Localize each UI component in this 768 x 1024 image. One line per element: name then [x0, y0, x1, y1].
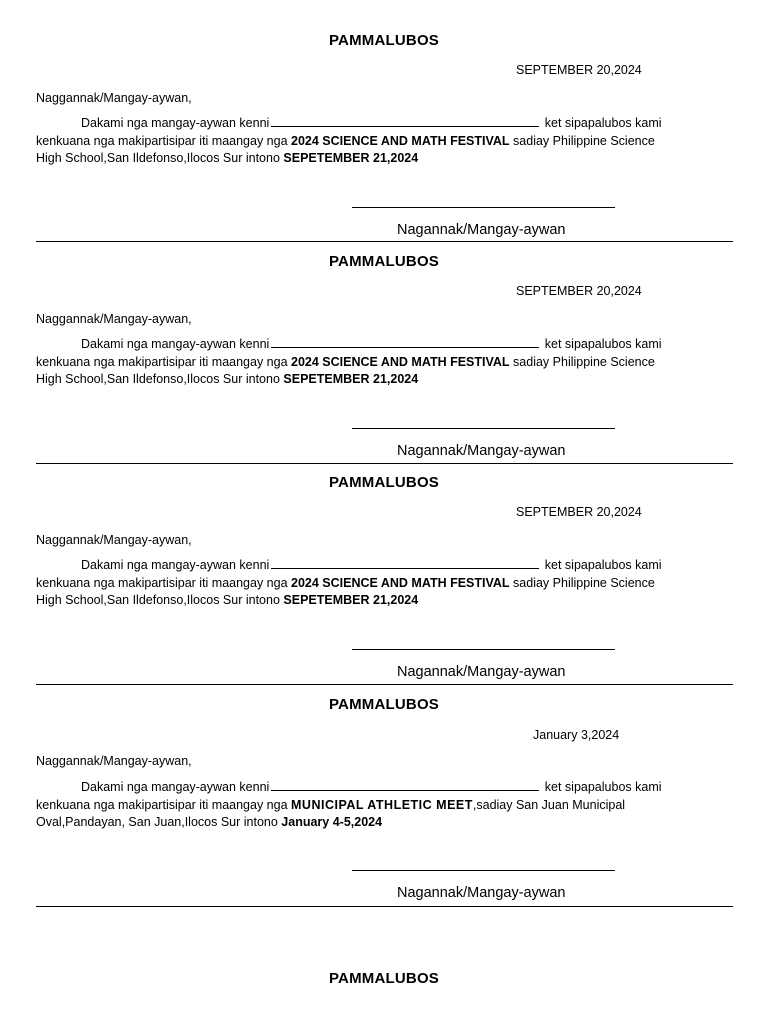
body-line-1: Dakami nga mangay-aywan kenni — [81, 337, 270, 351]
separator-line — [36, 906, 733, 907]
child-name-blank — [271, 116, 539, 127]
slip-title: PAMMALUBOS — [328, 32, 440, 49]
body-line-2b: sadiay Philippine Science — [509, 575, 655, 590]
event-date: January 4-5,2024 — [281, 815, 383, 829]
slip-date: January 3,2024 — [533, 728, 620, 742]
body-line-2: kenkuana nga makipartisipar iti maangay nga — [36, 797, 292, 812]
body-line-2b: sadiay Philippine Science — [509, 354, 655, 369]
child-name-blank — [271, 558, 539, 569]
body-line-3: Oval,Pandayan, San Juan,Ilocos Sur intono — [36, 815, 282, 829]
body-line-2: kenkuana nga makipartisipar iti maangay nga — [36, 133, 292, 148]
signature-label: Nagannak/Mangay-aywan — [397, 443, 566, 459]
signature-line — [352, 207, 615, 208]
signature-line — [352, 870, 615, 871]
body-line-1: Dakami nga mangay-aywan kenni — [81, 116, 270, 130]
signature-line — [352, 649, 615, 650]
signature-label: Nagannak/Mangay-aywan — [397, 664, 566, 680]
signature-label: Nagannak/Mangay-aywan — [397, 885, 566, 901]
event-date: SEPETEMBER 21,2024 — [283, 151, 419, 165]
event-name: MUNICIPAL ATHLETIC MEET — [291, 797, 473, 812]
permission-slip-4 — [0, 663, 768, 901]
event-date: SEPETEMBER 21,2024 — [283, 372, 419, 386]
body-line-2: kenkuana nga makipartisipar iti maangay nga — [36, 575, 292, 590]
body-line-1b: ket sipapalubos kami — [544, 558, 662, 572]
slip-date: SEPTEMBER 20,2024 — [516, 505, 642, 519]
body-line-3: High School,San Ildefonso,Ilocos Sur intono — [36, 372, 284, 386]
body-line-3: High School,San Ildefonso,Ilocos Sur intono — [36, 593, 284, 607]
signature-label: Nagannak/Mangay-aywan — [397, 222, 566, 238]
slip-body — [36, 336, 736, 389]
body-line-1b: ket sipapalubos kami — [544, 337, 662, 351]
salutation: Naggannak/Mangay-aywan, — [36, 754, 192, 768]
slip-date: SEPTEMBER 20,2024 — [516, 63, 642, 77]
salutation: Naggannak/Mangay-aywan, — [36, 91, 192, 105]
salutation: Naggannak/Mangay-aywan, — [36, 312, 192, 326]
event-name: 2024 SCIENCE AND MATH FESTIVAL — [291, 575, 510, 590]
event-name: 2024 SCIENCE AND MATH FESTIVAL — [291, 354, 510, 369]
salutation: Naggannak/Mangay-aywan, — [36, 533, 192, 547]
slip-title: PAMMALUBOS — [328, 696, 440, 713]
body-line-2b: sadiay Philippine Science — [509, 133, 655, 148]
body-line-2: kenkuana nga makipartisipar iti maangay nga — [36, 354, 292, 369]
slip-body — [36, 115, 736, 168]
child-name-blank — [271, 780, 539, 791]
body-line-2b: ,sadiay San Juan Municipal — [472, 797, 626, 812]
body-line-1: Dakami nga mangay-aywan kenni — [81, 780, 270, 794]
slip-body — [36, 779, 736, 832]
slip-title: PAMMALUBOS — [328, 474, 440, 491]
permission-slip-2 — [0, 221, 768, 459]
body-line-1: Dakami nga mangay-aywan kenni — [81, 558, 270, 572]
event-date: SEPETEMBER 21,2024 — [283, 593, 419, 607]
event-name: 2024 SCIENCE AND MATH FESTIVAL — [291, 133, 510, 148]
body-line-3: High School,San Ildefonso,Ilocos Sur intono — [36, 151, 284, 165]
body-line-1b: ket sipapalubos kami — [544, 116, 662, 130]
slip-date: SEPTEMBER 20,2024 — [516, 284, 642, 298]
slip-title: PAMMALUBOS — [328, 253, 440, 270]
permission-slip-3 — [0, 442, 768, 680]
slip-title: PAMMALUBOS — [328, 970, 440, 987]
child-name-blank — [271, 337, 539, 348]
signature-line — [352, 428, 615, 429]
slip-body — [36, 557, 736, 610]
permission-slip-1 — [0, 0, 768, 238]
body-line-1b: ket sipapalubos kami — [544, 780, 662, 794]
